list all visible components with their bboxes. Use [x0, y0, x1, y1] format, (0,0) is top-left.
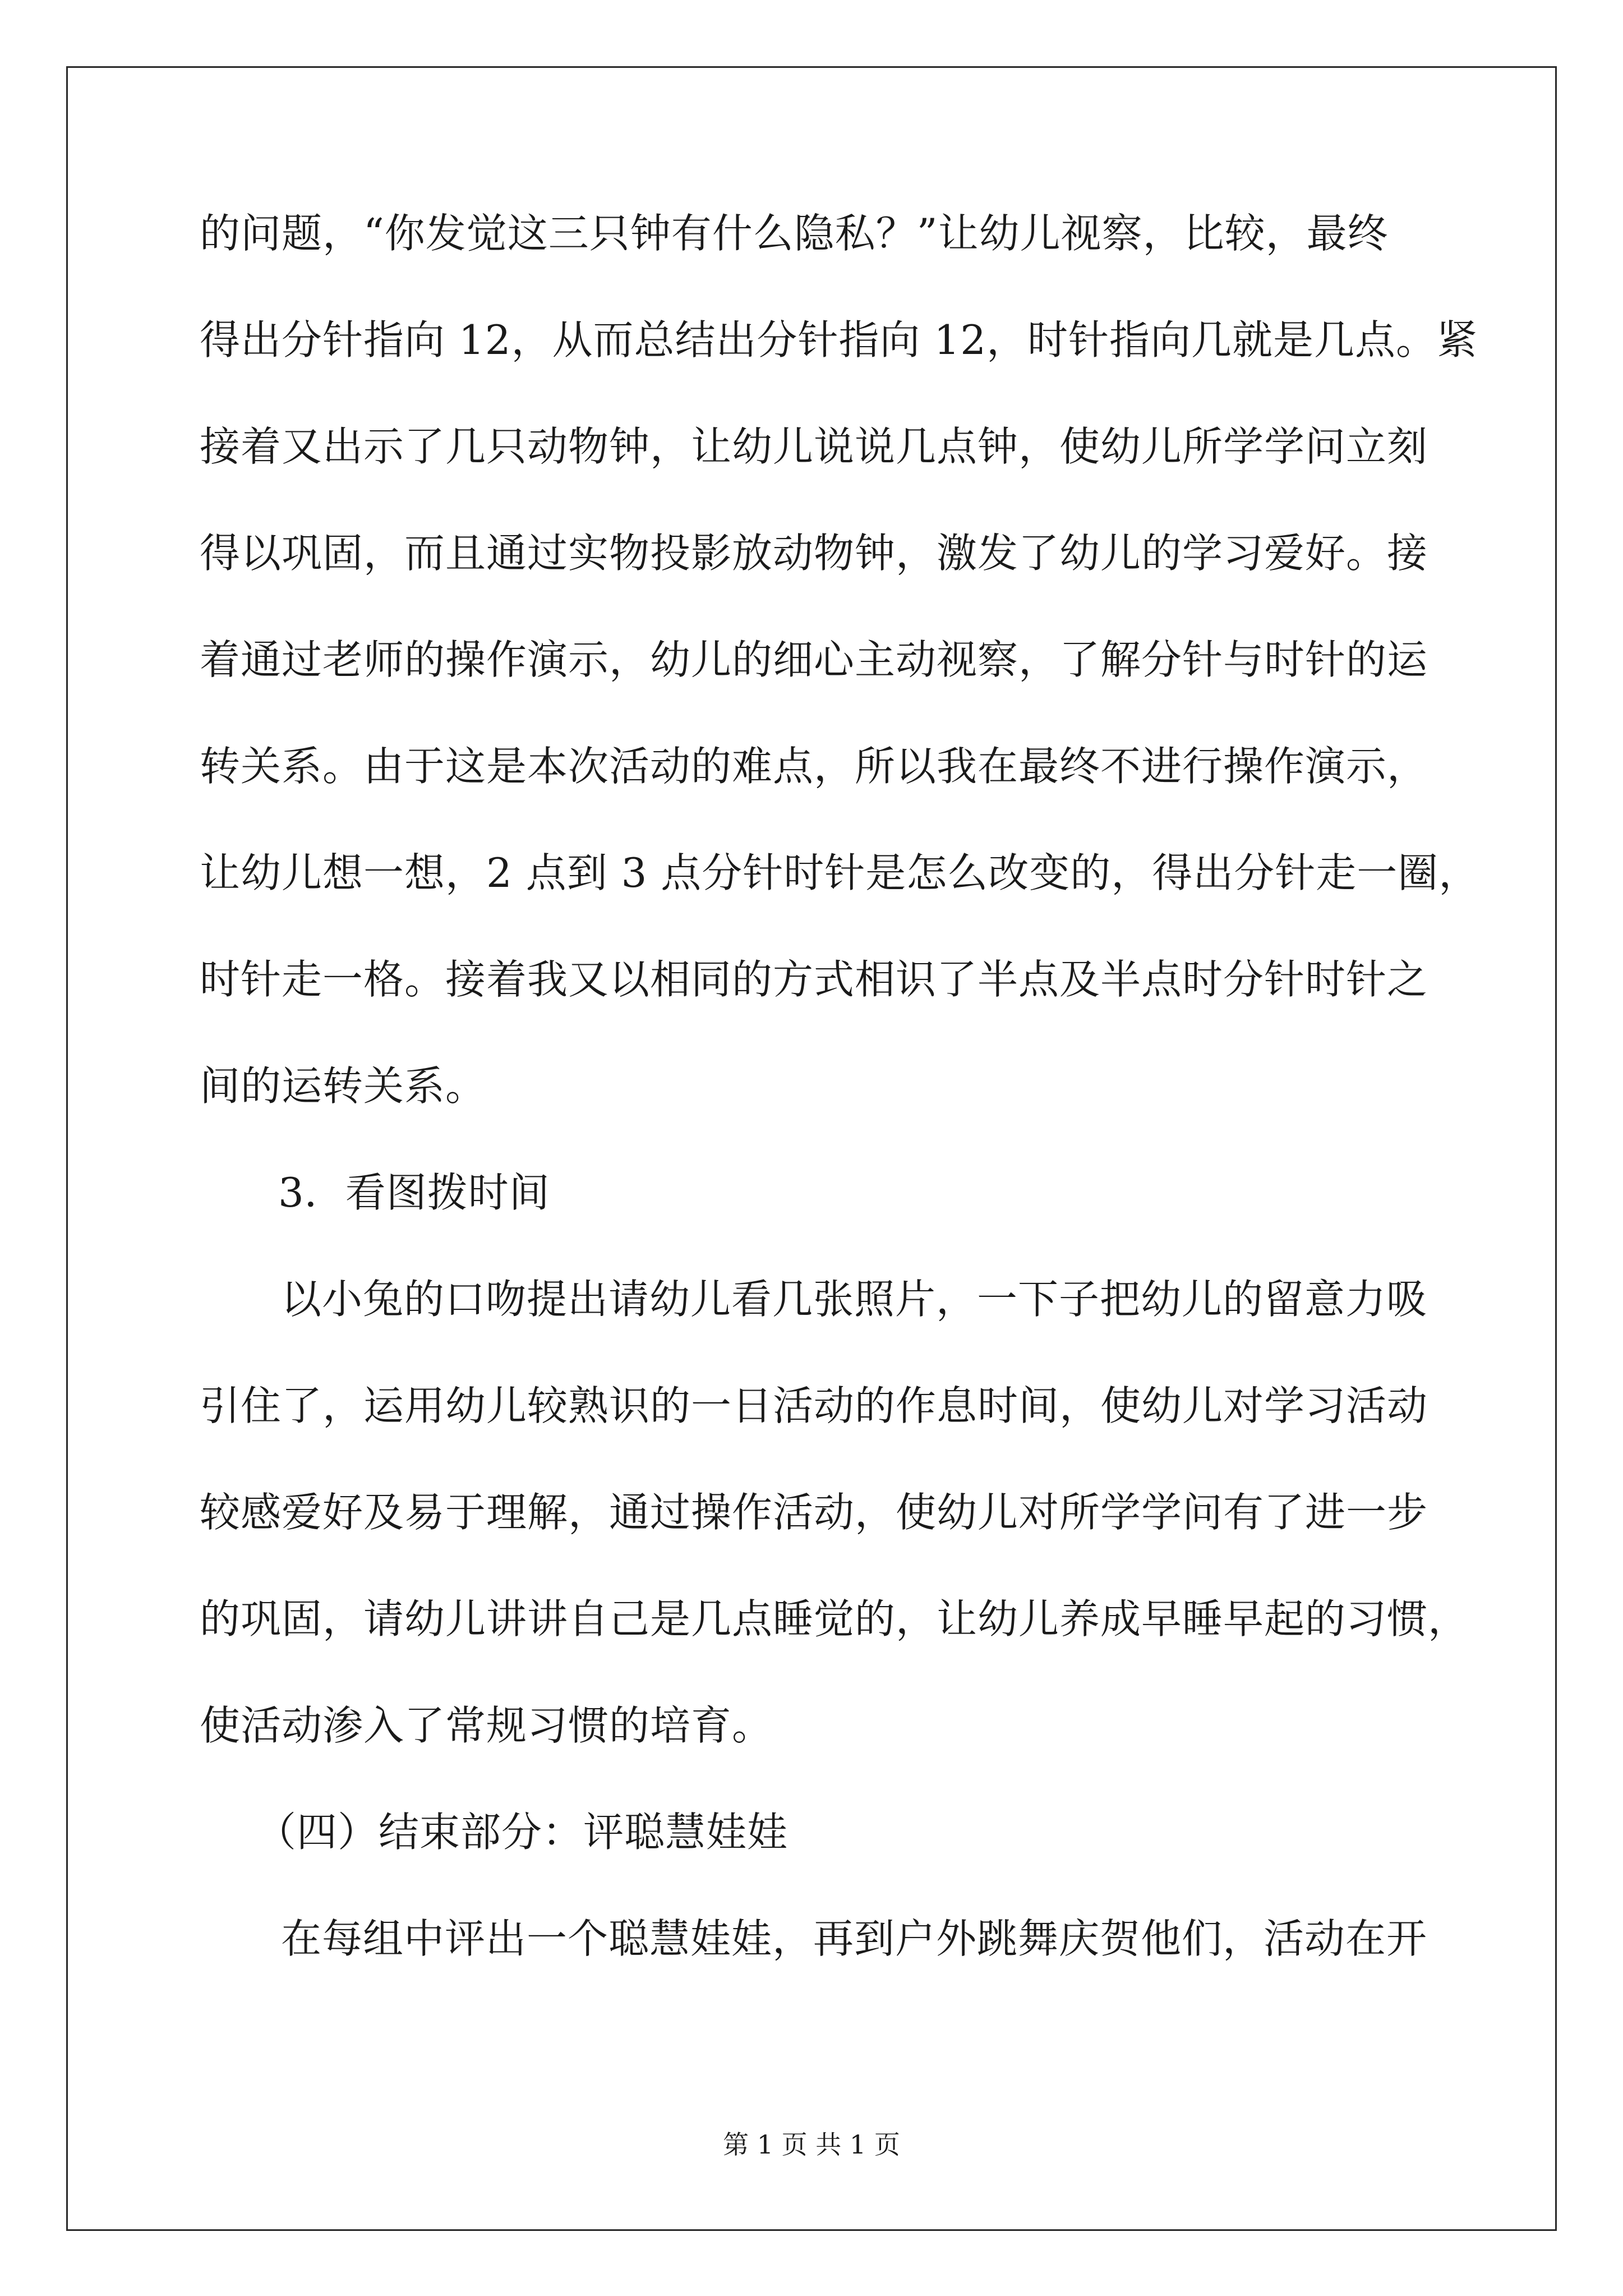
- text-line: 使活动渗入了常规习惯的培育。: [200, 1702, 773, 1749]
- page-border: [66, 66, 1557, 2231]
- text-line: 让幼儿想一想，2 点到 3 点分针时针是怎么改变的，得出分针走一圈，: [200, 849, 1480, 896]
- text-line: 以小兔的口吻提出请幼儿看几张照片，一下子把幼儿的留意力吸: [281, 1276, 1428, 1323]
- text-line: 间的运转关系。: [200, 1062, 487, 1110]
- text-line: 接着又出示了几只动物钟，让幼儿说说几点钟，使幼儿所学学问立刻: [200, 423, 1428, 470]
- text-line: 的巩固，请幼儿讲讲自己是几点睡觉的，让幼儿养成早睡早起的习惯，: [200, 1595, 1469, 1642]
- text-line: 引住了，运用幼儿较熟识的一日活动的作息时间，使幼儿对学习活动: [200, 1382, 1428, 1429]
- text-line: 时针走一格。接着我又以相同的方式相识了半点及半点时分针时针之: [200, 956, 1428, 1003]
- text-line: 在每组中评出一个聪慧娃娃，再到户外跳舞庆贺他们，活动在开: [281, 1915, 1428, 1962]
- text-line: 转关系。由于这是本次活动的难点，所以我在最终不进行操作演示，: [200, 743, 1428, 790]
- text-line: 较感爱好及易于理解，通过操作活动，使幼儿对所学学问有了进一步: [200, 1489, 1428, 1536]
- text-line: 着通过老师的操作演示，幼儿的细心主动视察，了解分针与时针的运: [200, 636, 1428, 683]
- text-line: 得以巩固，而且通过实物投影放动物钟，激发了幼儿的学习爱好。接: [200, 530, 1428, 577]
- text-line: 得出分针指向 12，从而总结出分针指向 12，时针指向几就是几点。紧: [200, 316, 1478, 364]
- section-heading: （四）结束部分：评聪慧娃娃: [256, 1809, 789, 1856]
- section-heading: 3．看图拨时间: [278, 1169, 550, 1216]
- text-line: 的问题，“你发觉这三只钟有什么隐私？”让幼儿视察，比较，最终: [200, 210, 1389, 257]
- page-footer: 第 1 页 共 1 页: [723, 2129, 900, 2160]
